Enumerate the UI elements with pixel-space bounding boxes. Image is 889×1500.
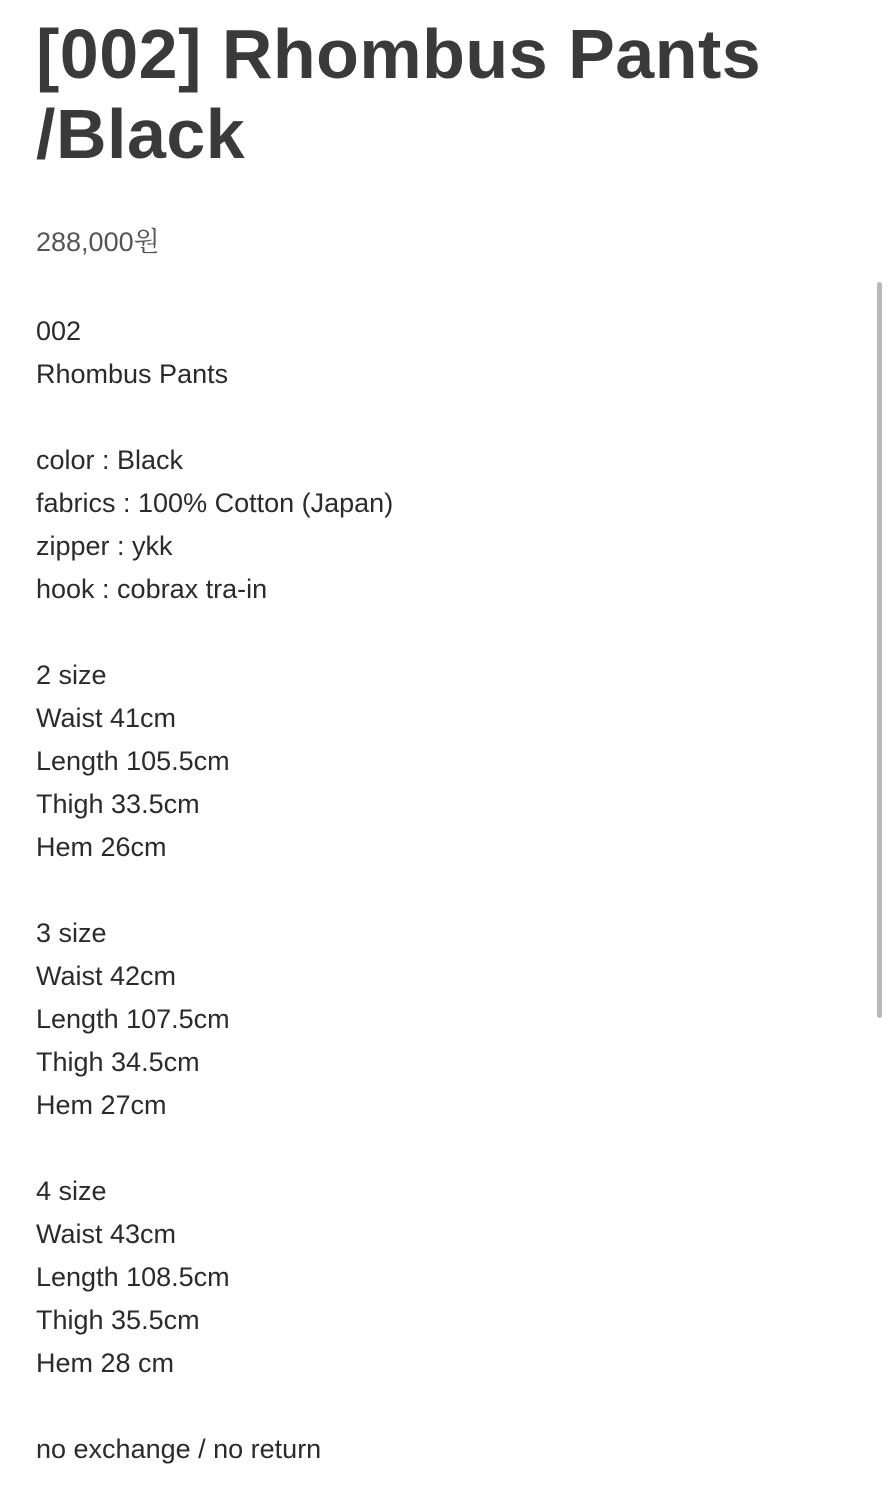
spacer [36,397,836,440]
size-thigh: Thigh 34.5cm [36,1047,200,1077]
product-title [36,14,816,174]
size-label: 4 size [36,1176,107,1206]
product-title-line-2: /Black [36,95,246,173]
spec-zipper: zipper : ykk [36,531,173,561]
product-price: 288,000원 [36,227,160,257]
return-policy: no exchange / no return [36,1434,322,1464]
spacer [36,1128,836,1171]
size-waist: Waist 42cm [36,961,177,991]
spacer [36,1386,836,1429]
product-description [36,311,836,1472]
size-label: 3 size [36,918,107,948]
size-thigh: Thigh 33.5cm [36,789,200,819]
size-thigh: Thigh 35.5cm [36,1305,200,1335]
spec-hook: hook : cobrax tra-in [36,574,268,604]
spec-fabrics: fabrics : 100% Cotton (Japan) [36,488,394,518]
product-code: 002 [36,316,82,346]
spacer [36,870,836,913]
size-hem: Hem 28 cm [36,1348,175,1378]
product-name: Rhombus Pants [36,359,229,389]
size-label: 2 size [36,660,107,690]
spacer [36,612,836,655]
product-title-line-1: [002] Rhombus Pants [36,15,762,93]
spec-color: color : Black [36,445,184,475]
size-waist: Waist 41cm [36,703,177,733]
size-hem: Hem 27cm [36,1090,167,1120]
size-length: Length 108.5cm [36,1262,230,1292]
size-length: Length 105.5cm [36,746,230,776]
size-hem: Hem 26cm [36,832,167,862]
scrollbar[interactable] [877,282,882,1018]
size-length: Length 107.5cm [36,1004,230,1034]
size-waist: Waist 43cm [36,1219,177,1249]
